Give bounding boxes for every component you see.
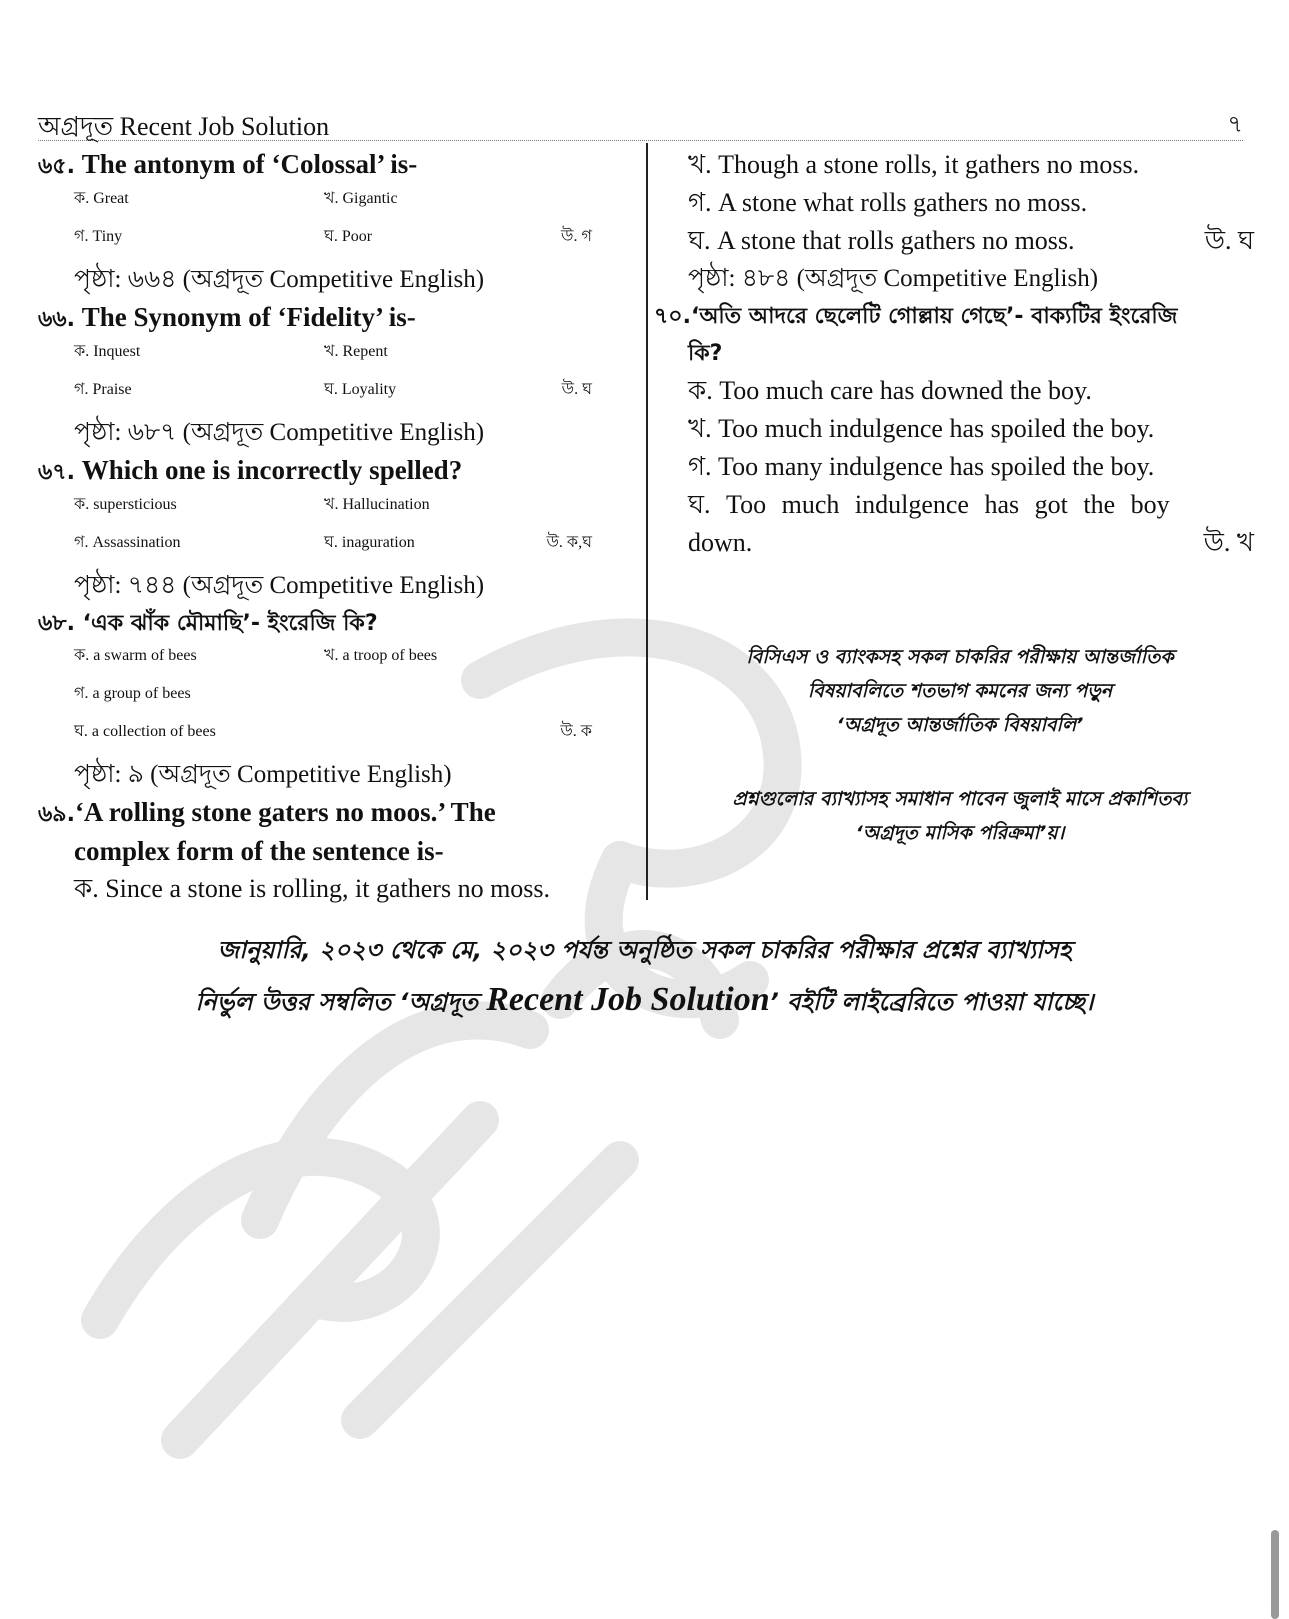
promo-international-affairs: বিসিএস ও ব্যাংকসহ সকল চাকরির পরীক্ষায় আন্তর্জাতিক বিষয়াবলিতে শতভাগ কমনের জন্য পড়ুন ‘অগ্রদূত আন্তর্জাতিক বিষয়াবলি’ — [746, 646, 1174, 736]
answer-label: উ. ক,ঘ — [546, 534, 592, 551]
option-line: down. উ. খ — [676, 524, 1254, 562]
page-header — [38, 104, 1243, 141]
answer-label: উ. খ — [1203, 528, 1254, 557]
option-line: ক. Since a stone is rolling, it gathers no moss. — [74, 874, 551, 903]
page-reference: পৃষ্ঠা: ৬৮৭ (অগ্রদূত Competitive English) — [74, 419, 485, 446]
answer-label: উ. ঘ — [561, 381, 592, 398]
answer-label: উ. ক — [560, 723, 592, 740]
option-row: গ. Assassination ঘ. inaguration উ. ক,ঘ — [38, 529, 618, 567]
option-line: খ. Too much indulgence has spoiled the boy. — [688, 414, 1155, 443]
question-70 — [654, 298, 1254, 335]
scrollbar[interactable] — [1271, 1530, 1279, 1619]
question-69: ৬৯.‘A rolling stone gaters no moos.’ The — [38, 797, 496, 827]
book-title: Recent Job Solution — [486, 981, 770, 1018]
question-67: ৬৭. Which one is incorrectly spelled? — [38, 455, 463, 485]
left-column — [38, 146, 618, 908]
option-line: ঘ. A stone that rolls gathers no moss. উ. ঘ — [676, 222, 1254, 260]
option-line: গ. Too many indulgence has spoiled the boy. — [688, 452, 1155, 481]
answer-label: উ. গ — [561, 228, 592, 245]
option-line: ক. Too much care has downed the boy. — [688, 376, 1092, 405]
question-text: The antonym of ‘Colossal’ is- — [81, 149, 418, 179]
page-number: ৭ — [1227, 112, 1243, 138]
page-reference: পৃষ্ঠা: ৬৬৪ (অগ্রদূত Competitive English) — [74, 266, 485, 293]
question-text: ‘A rolling stone gaters no moos.’ The — [74, 797, 496, 827]
answer-label: উ. ঘ — [1204, 226, 1254, 255]
question-66: ৬৬. The Synonym of ‘Fidelity’ is- — [38, 302, 416, 332]
option-row: ঘ. a collection of bees উ. ক — [38, 718, 618, 756]
question-text: The Synonym of ‘Fidelity’ is- — [81, 302, 416, 332]
option-line: খ. Though a stone rolls, it gathers no moss. — [688, 150, 1140, 179]
question-69-line2: complex form of the sentence is- — [74, 836, 444, 866]
question-text: ‘এক ঝাঁক মৌমাছি’- ইংরেজি কি? — [82, 611, 378, 636]
question-70-line2: কি? — [688, 341, 723, 366]
question-65: ৬৫. The antonym of ‘Colossal’ is- — [38, 149, 418, 179]
option-row: ক. Inquest খ. Repent — [74, 343, 388, 360]
option-row: গ. a group of bees — [74, 685, 191, 702]
page-reference: পৃষ্ঠা: ৭৪৪ (অগ্রদূত Competitive English) — [74, 572, 485, 599]
page-reference: পৃষ্ঠা: ৪৮৪ (অগ্রদূত Competitive English) — [688, 265, 1099, 292]
question-text: Which one is incorrectly spelled? — [81, 455, 463, 485]
question-text: ৭০.‘অতি আদরে ছেলেটি গোল্লায় গেছে’- বাক্যটির ইংরেজি — [654, 304, 1178, 329]
right-column — [654, 146, 1254, 562]
option-row: গ. Praise ঘ. Loyality উ. ঘ — [38, 376, 618, 414]
option-row: ক. supersticious খ. Hallucination — [74, 496, 430, 513]
option-line: ঘ. Too much indulgence has got the boy — [688, 490, 1170, 519]
header-title: অগ্রদূত Recent Job Solution — [38, 112, 330, 141]
promo-monthly-magazine: প্রশ্নগুলোর ব্যাখ্যাসহ সমাধান পাবেন জুলাই মাসে প্রকাশিতব্য ‘অগ্রদূত মাসিক পরিক্রমা’য়। — [732, 788, 1188, 844]
option-row: গ. Tiny ঘ. Poor উ. গ — [38, 223, 618, 261]
page-reference: পৃষ্ঠা: ৯ (অগ্রদূত Competitive English) — [74, 761, 452, 788]
footer-promo: জানুয়ারি, ২০২৩ থেকে মে, ২০২৩ পর্যন্ত অনুষ্ঠিত সকল চাকরির পরীক্ষার প্রশ্নের ব্যাখ্যাসহ নির্ভুল উত্তর সম্বলিত ‘অগ্রদূত Recent Job Solution’ বইটি লাইব্রেরিতে পাওয়া যাচ্ছে। — [195, 936, 1094, 1018]
question-68: ৬৮. ‘এক ঝাঁক মৌমাছি’- ইংরেজি কি? — [38, 611, 378, 636]
option-row: ক. a swarm of bees খ. a troop of bees — [74, 647, 438, 664]
option-row: ক. Great খ. Gigantic — [74, 190, 398, 207]
column-divider — [646, 143, 648, 900]
option-line: গ. A stone what rolls gathers no moss. — [688, 188, 1088, 217]
